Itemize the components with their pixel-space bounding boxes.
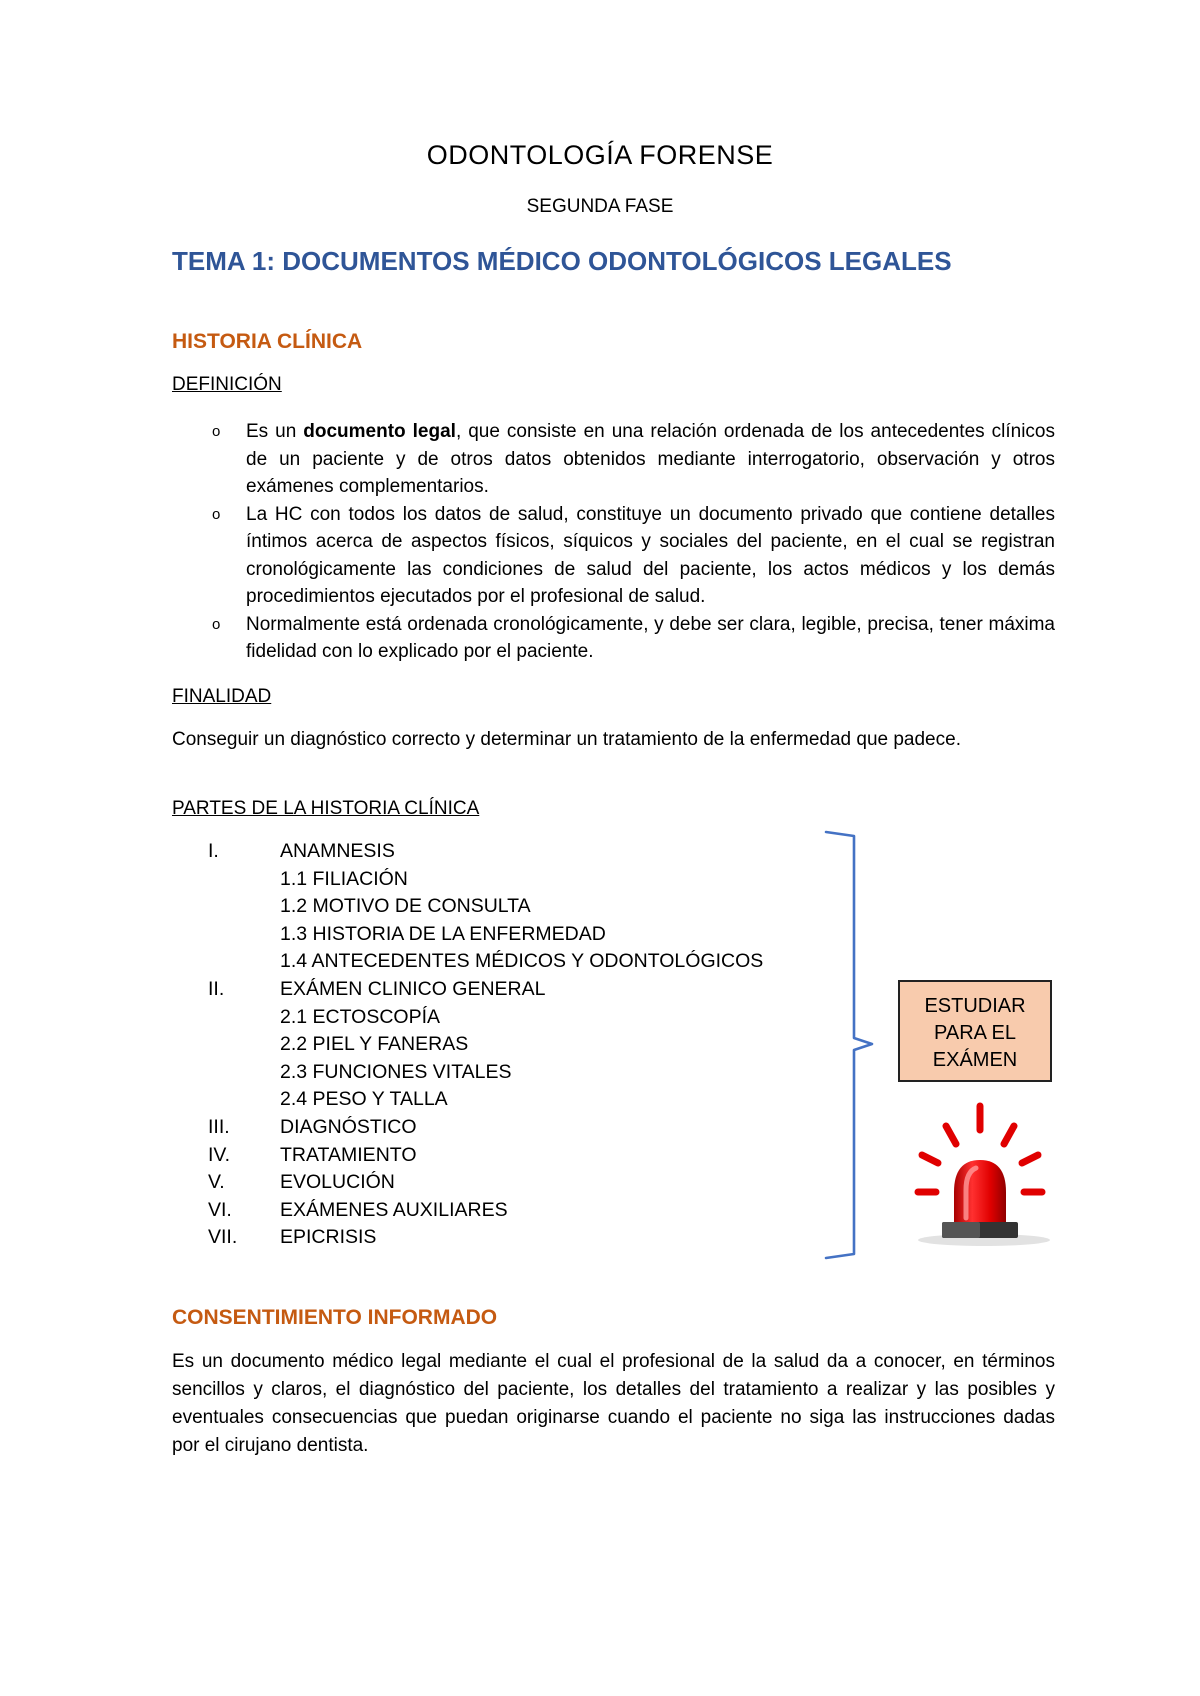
study-note-box: ESTUDIAR PARA EL EXÁMEN xyxy=(898,980,1052,1082)
list-item: o La HC con todos los datos de salud, constituye un documento privado que contiene detalles íntimos acerca de aspectos físicos, síquicos y sociales del paciente, en el cual se registran cronológicamente las condiciones de salud del paciente, los actos médicos y los demás procedimientos ejecutados por el profesional de salud. xyxy=(172,501,1055,611)
document-subtitle: SEGUNDA FASE xyxy=(526,196,674,217)
list-item: 2.3 FUNCIONES VITALES xyxy=(280,1060,512,1083)
list-item: 1.2 MOTIVO DE CONSULTA xyxy=(280,895,531,918)
bullet-icon: o xyxy=(212,615,221,633)
list-item: VII. EPICRISIS xyxy=(208,1226,377,1249)
list-item: IV. TRATAMIENTO xyxy=(208,1143,417,1166)
right-brace-icon xyxy=(820,828,880,1264)
list-item: o Normalmente está ordenada cronológicamente, y debe ser clara, legible, precisa, tener máxima fidelidad con lo explicado por el paciente. xyxy=(172,611,1055,666)
list-item: II. EXÁMEN CLINICO GENERAL xyxy=(208,977,546,1000)
partes-list xyxy=(172,838,872,1252)
list-item: I. ANAMNESIS xyxy=(208,840,395,862)
list-item: 2.2 PIEL Y FANERAS xyxy=(280,1033,469,1056)
list-item: o Es un documento legal, que consiste en una relación ordenada de los antecedentes clínicos de un paciente y de otros datos obtenidos mediante interrogatorio, observación y otros exámenes complementarios. xyxy=(172,418,1055,501)
list-item: 2.1 ECTOSCOPÍA xyxy=(280,1005,441,1028)
bullet-icon: o xyxy=(212,423,221,440)
topic-heading: TEMA 1: DOCUMENTOS MÉDICO ODONTOLÓGICOS LEGALES xyxy=(172,246,952,276)
section-heading-historia-clinica: HISTORIA CLÍNICA xyxy=(172,330,363,353)
bold-term: documento legal xyxy=(303,421,456,442)
list-item: 1.1 FILIACIÓN xyxy=(280,867,408,890)
finalidad-text: Conseguir un diagnóstico correcto y determinar un tratamiento de la enfermedad que padece. xyxy=(172,729,961,750)
list-item: V. EVOLUCIÓN xyxy=(208,1171,395,1194)
subheading-finalidad: FINALIDAD xyxy=(172,686,272,707)
siren-alarm-icon xyxy=(910,1100,1050,1260)
definicion-list xyxy=(172,418,1055,666)
subheading-definicion: DEFINICIÓN xyxy=(172,374,282,395)
list-item: 1.3 HISTORIA DE LA ENFERMEDAD xyxy=(280,922,606,945)
bullet-icon: o xyxy=(212,505,221,523)
list-item: 1.4 ANTECEDENTES MÉDICOS Y ODONTOLÓGICOS xyxy=(280,950,764,973)
document-title: ODONTOLOGÍA FORENSE xyxy=(426,140,774,170)
list-item: 2.4 PESO Y TALLA xyxy=(280,1088,448,1111)
subheading-partes: PARTES DE LA HISTORIA CLÍNICA xyxy=(172,798,480,819)
list-item: VI. EXÁMENES AUXILIARES xyxy=(208,1198,508,1221)
list-item: III. DIAGNÓSTICO xyxy=(208,1115,417,1138)
section-heading-consentimiento: CONSENTIMIENTO INFORMADO xyxy=(172,1306,498,1329)
consentimiento-text: Es un documento médico legal mediante el cual el profesional de la salud da a conocer, en términos sencillos y claros, el diagnóstico del paciente, los detalles del tratamiento a realizar y las posibles y eventuales consecuencias que puedan originarse cuando el paciente no siga las instrucciones dadas por el cirujano dentista. xyxy=(172,1351,1055,1456)
